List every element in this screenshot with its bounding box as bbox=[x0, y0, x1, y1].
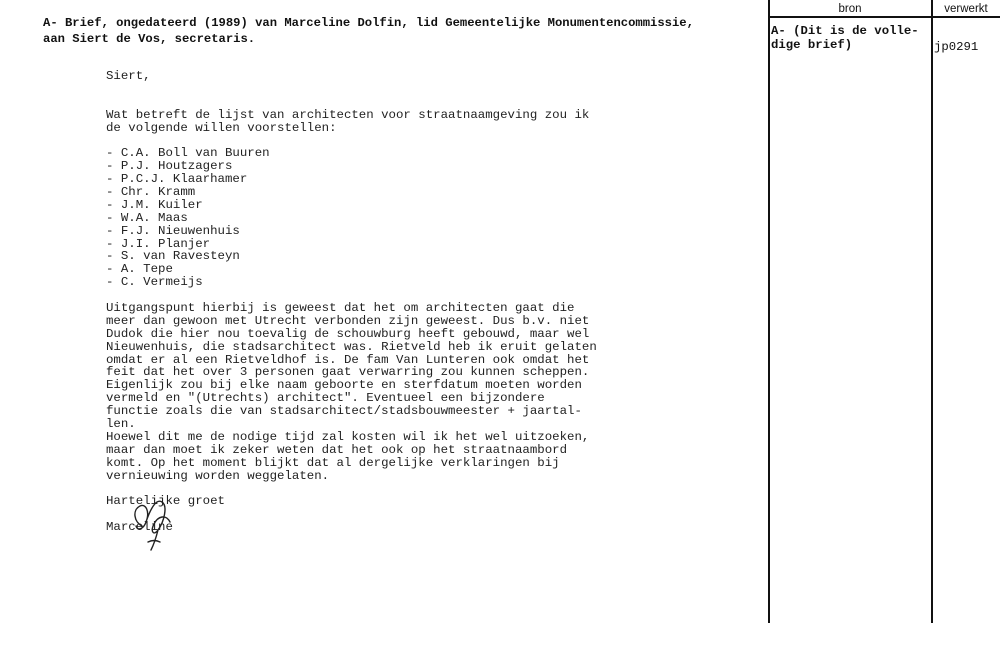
table-header-rule bbox=[768, 16, 1000, 18]
body-line: Eigenlijk zou bij elke naam geboorte en sterfdatum moeten worden bbox=[106, 378, 582, 393]
list-item: - Chr. Kramm bbox=[106, 185, 196, 200]
body-line: functie zoals die van stadsarchitect/stadsbouwmeester + jaartal- bbox=[106, 404, 582, 419]
list-item: - A. Tepe bbox=[106, 262, 173, 277]
body-line: Nieuwenhuis, die stadsarchitect was. Rietveld heb ik eruit gelaten bbox=[106, 339, 597, 354]
list-item: - C.A. Boll van Buuren bbox=[106, 146, 270, 161]
list-item: - J.M. Kuiler bbox=[106, 197, 203, 212]
body-line: meer dan gewoon met Utrecht verbonden zijn geweest. Dus b.v. niet bbox=[106, 313, 590, 328]
list-item: - W.A. Maas bbox=[106, 210, 188, 225]
body-line: len. bbox=[106, 417, 136, 432]
column-header-verwerkt: verwerkt bbox=[944, 3, 988, 15]
salutation: Siert, bbox=[106, 69, 151, 83]
document-heading bbox=[43, 15, 723, 47]
body-line: vernieuwing worden weggelaten. bbox=[106, 468, 330, 483]
body-line: Dudok die hier nou toevalig de schouwburg heeft gebouwd, maar wel bbox=[106, 326, 590, 341]
list-item: - P.C.J. Klaarhamer bbox=[106, 172, 248, 187]
column-header-bron: bron bbox=[838, 3, 862, 15]
intro-line-1: Wat betreft de lijst van architecten voor straatnaamgeving zou ik bbox=[106, 107, 590, 122]
bron-line-2: dige brief) bbox=[771, 38, 853, 52]
architect-list bbox=[106, 147, 746, 289]
signoff-name: Marceline bbox=[106, 520, 173, 535]
signature-scribble bbox=[124, 492, 194, 554]
letter-body bbox=[106, 70, 746, 534]
body-line: Hoewel dit me de nodige tijd zal kosten wil ik het wel uitzoeken, bbox=[106, 429, 590, 444]
table-border-left bbox=[768, 0, 770, 623]
heading-line-2: aan Siert de Vos, secretaris. bbox=[43, 32, 256, 46]
list-item: - P.J. Houtzagers bbox=[106, 159, 233, 174]
list-item: - C. Vermeijs bbox=[106, 275, 203, 290]
body-line: komt. Op het moment blijkt dat al dergelijke verklaringen bij bbox=[106, 455, 560, 470]
list-item: - J.I. Planjer bbox=[106, 236, 211, 251]
body-line: omdat er al een Rietveldhof is. De fam Van Lunteren ook omdat het bbox=[106, 352, 590, 367]
table-column-divider bbox=[931, 0, 933, 623]
verwerkt-cell: jp0291 bbox=[934, 40, 979, 54]
body-line: vermeld en "(Utrechts) architect". Eventueel een bijzondere bbox=[106, 391, 545, 406]
body-line: Uitgangspunt hierbij is geweest dat het om architecten gaat die bbox=[106, 301, 575, 316]
list-item: - F.J. Nieuwenhuis bbox=[106, 223, 240, 238]
body-line: feit dat het over 3 personen gaat verwarring zou kunnen scheppen. bbox=[106, 365, 590, 380]
heading-line-1: A- Brief, ongedateerd (1989) van Marceline Dolfin, lid Gemeentelijke Monumentencommissie, bbox=[43, 16, 694, 30]
closing: Hartelijke groet bbox=[106, 494, 225, 509]
list-item: - S. van Ravesteyn bbox=[106, 249, 240, 264]
body-line: maar dan moet ik zeker weten dat het ook op het straatnaambord bbox=[106, 442, 568, 457]
bron-cell bbox=[771, 24, 931, 52]
bron-line-1: A- (Dit is de volle- bbox=[771, 24, 919, 38]
intro-line-2: de volgende willen voorstellen: bbox=[106, 120, 337, 135]
